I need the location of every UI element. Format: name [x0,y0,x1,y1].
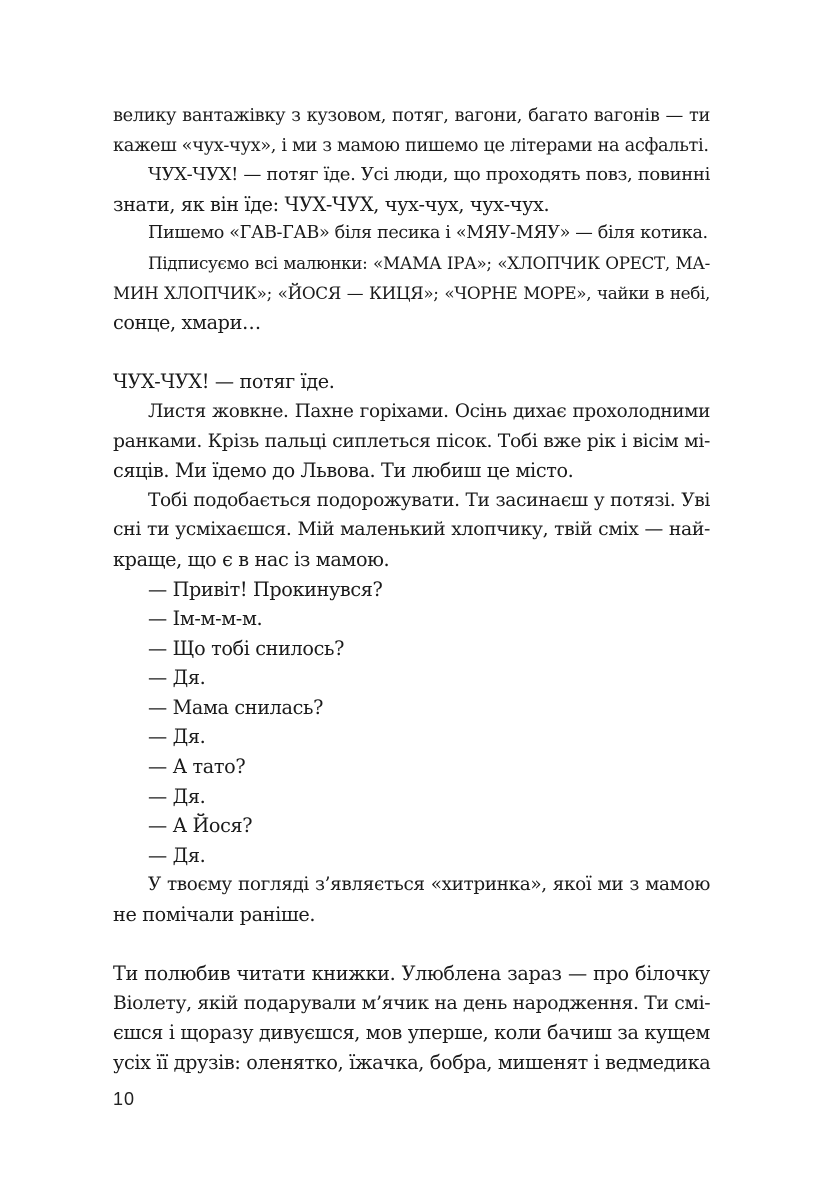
dialogue-line: — Дя. [148,666,206,690]
text-line: єшся і щоразу дивуєшся, мов уперше, коли бачиш за кущем [113,1021,710,1045]
dialogue-line: — Мама снилась? [148,695,324,719]
text-line: сонце, хмари… [113,311,261,335]
text-line: ЧУХ-ЧУХ! — потяг їде. [113,370,335,394]
section-break [113,930,710,960]
text-line: не помічали раніше. [113,903,316,927]
text-line: велику вантажівку з кузовом, потяг, вагони, багато вагонів — ти [113,105,710,126]
dialogue-line: — А Йося? [148,814,253,838]
text-line: сні ти усміхаєшся. Мій маленький хлопчику, твій сміх — най- [113,519,710,541]
text-line: краще, що є в нас із мамою. [113,547,390,571]
section-break [113,338,710,368]
page-number: 10 [113,1089,136,1109]
dialogue-line: — Дя. [148,784,206,808]
text-line: сяців. Ми їдемо до Львова. Ти любиш це місто. [113,459,574,483]
text-line: ранками. Крізь пальці сиплеться пісок. Тобі вже рік і вісім мі- [113,430,710,452]
dialogue-line: — Привіт! Прокинувся? [148,577,383,601]
text-line: Пишемо «ГАВ-ГАВ» біля песика і «МЯУ-МЯУ» — біля котика. [148,223,708,244]
dialogue-line: — Дя. [148,725,206,749]
book-page [113,101,710,1078]
dialogue-line: — Дя. [148,843,206,867]
text-line: Ти полюбив читати книжки. Улюблена зараз — про білочку [113,962,710,986]
text-line: МИН ХЛОПЧИК»; «ЙОСЯ — КИЦЯ»; «ЧОРНЕ МОРЕ», чайки в небі, [113,282,710,303]
dialogue-line: — А тато? [148,755,246,779]
text-line: Тобі подобається подорожувати. Ти засинаєш у потязі. Уві [148,489,710,511]
text-line: кажеш «чух-чух», і ми з мамою пишемо це літерами на асфальті. [113,134,709,156]
text-line: усіх її друзів: оленятко, їжачка, бобра, мишенят і ведмедика [113,1051,711,1074]
text-line: ЧУХ-ЧУХ! — потяг їде. Усі люди, що проходять повз, повинні [148,164,710,186]
text-line: знати, як він їде: ЧУХ-ЧУХ, чух-чух, чух-чух. [113,192,550,216]
dialogue-line: — Ім-м-м-м. [148,607,263,631]
text-line: Віолету, якій подарували м’ячик на день народження. Ти смі- [113,992,711,1014]
text-line: Підписуємо всі малюнки: «МАМА ІРА»; «ХЛОПЧИК ОРЕСТ, МА- [148,252,710,273]
text-line: У твоєму погляді з’являється «хитринка», якої ми з мамою [148,874,710,896]
dialogue-line: — Що тобі снилось? [148,636,345,660]
text-line: Листя жовкне. Пахне горіхами. Осінь дихає прохолодними [148,400,710,422]
